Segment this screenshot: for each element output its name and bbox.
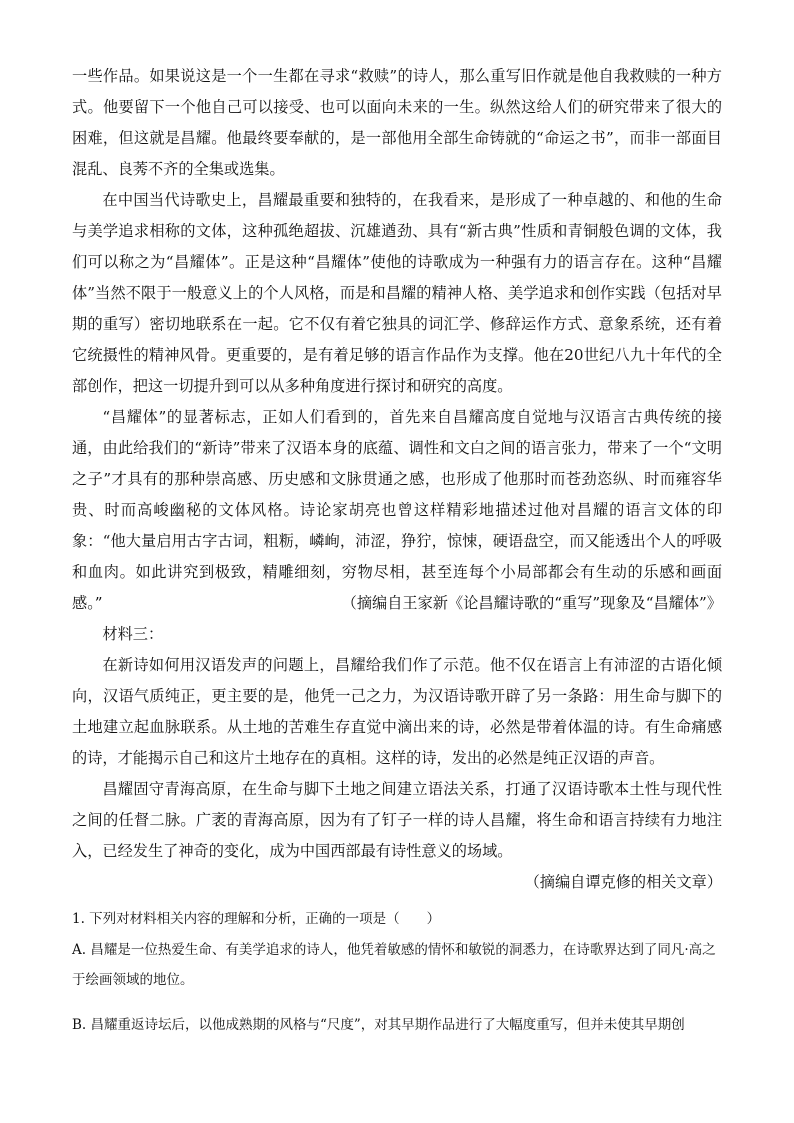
source-note-2: （摘编自谭克修的相关文章）	[524, 873, 722, 891]
paragraph-5: 昌耀固守青海高原，在生命与脚下土地之间建立语法关系，打通了汉语诗歌本土性与现代性之间的任督二脉。广袤的青海高原，因为有了钉子一样的诗人昌耀，将生命和语言持续有力地注入，已经发生了神奇的变化，成为中国西部最有诗性意义的场域。	[72, 780, 722, 860]
question-1-option-a: A. 昌耀是一位热爱生命、有美学追求的诗人，他凭着敏感的情怀和敏锐的洞悉力，在诗歌界达到了同凡·高之于绘画领域的地位。	[72, 942, 716, 988]
question-1-option-b: B. 昌耀重返诗坛后，以他成熟期的风格与“尺度”，对其早期作品进行了大幅度重写，但并未使其早期创	[72, 1017, 685, 1033]
paragraph-1: 一些作品。如果说这是一个一生都在寻求“救赎”的诗人，那么重写旧作就是他自我救赎的一种方式。他要留下一个他自己可以接受、也可以面向未来的一生。纵然这给人们的研究带来了很大的困难，但这就是昌耀。他最终要奉献的，是一部他用全部生命铸就的“命运之书”，而非一部面目混乱、良莠不齐的全集或选集。	[72, 67, 722, 178]
paragraph-2: 在中国当代诗歌史上，昌耀最重要和独特的，在我看来，是形成了一种卓越的、和他的生命与美学追求相称的文体，这种孤绝超拔、沉雄遒劲、具有“新古典”性质和青铜般色调的文体，我们可以称之为“昌耀体”。正是这种“昌耀体”使他的诗歌成为一种强有力的语言存在。这种“昌耀体”当然不限于一般意义上的个人风格，而是和昌耀的精神人格、美学追求和创作实践（包括对早期的重写）密切地联系在一起。它不仅有着它独具的词汇学、修辞运作方式、意象系统，还有着它统摄性的精神风骨。更重要的，是有着足够的语言作品作为支撑。他在20世纪八九十年代的全部创作，把这一切提升到可以从多种角度进行探讨和研究的高度。	[72, 191, 722, 395]
question-1-stem: 1. 下列对材料相关内容的理解和分析，正确的一项是（ ）	[72, 911, 441, 927]
paragraph-4: 在新诗如何用汉语发声的问题上，昌耀给我们作了示范。他不仅在语言上有沛涩的古语化倾向，汉语气质纯正，更主要的是，他凭一己之力，为汉语诗歌开辟了另一条路：用生命与脚下的土地建立起血脉联系。从土地的苦难生存直觉中滴出来的诗，必然是带着体温的诗。有生命痛感的诗，才能揭示自己和这片土地存在的真相。这样的诗，发出的必然是纯正汉语的声音。	[72, 656, 722, 767]
material-3-heading: 材料三：	[102, 625, 164, 643]
source-note-1: （摘编自王家新《论昌耀诗歌的“重写”现象及“昌耀体”》	[341, 594, 722, 612]
paragraph-3: “昌耀体”的显著标志，正如人们看到的，首先来自昌耀高度自觉地与汉语言古典传统的接通，由此给我们的“新诗”带来了汉语本身的底蕴、调性和文白之间的语言张力，带来了一个“文明之子”才具有的那种崇高感、历史感和文脉贯通之感，也形成了他那时而苍劲恣纵、时而雍容华贵、时而高峻幽秘的文体风格。诗论家胡亮也曾这样精彩地描述过他对昌耀的语言文体的印象：“他大量启用古字古词，粗粝，嶙峋，沛涩，狰狞，惊悚，硬语盘空，而又能透出个人的呼吸和血肉。如此讲究到极致，精雕细刻，穷物尽相，甚至连每个小局部都会有生动的乐感和画面感。”	[72, 408, 722, 612]
